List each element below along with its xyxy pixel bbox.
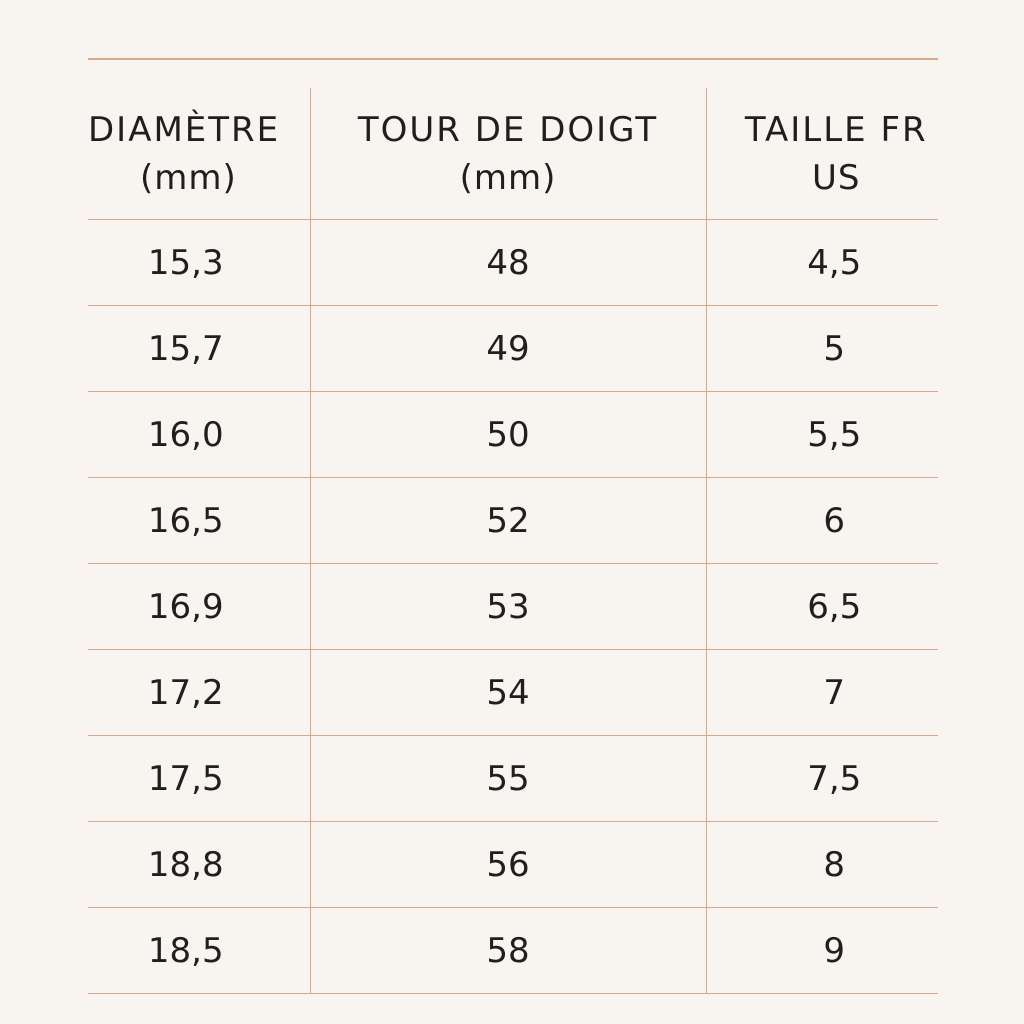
table-row — [88, 908, 938, 994]
circumference-cell: 49 — [310, 306, 706, 392]
diameter-cell: 16,0 — [88, 392, 310, 478]
circumference-cell: 58 — [310, 908, 706, 994]
table-row — [88, 564, 938, 650]
circumference-cell: 53 — [310, 564, 706, 650]
column-header-circumference — [310, 88, 706, 220]
us-size-cell: 7 — [706, 650, 938, 736]
diameter-label: DIAMÈTRE — [88, 109, 281, 150]
us-size-cell: 5 — [706, 306, 938, 392]
us-size-cell: 5,5 — [706, 392, 938, 478]
us-size-cell: 6,5 — [706, 564, 938, 650]
circumference-cell: 50 — [310, 392, 706, 478]
diameter-cell: 18,5 — [88, 908, 310, 994]
circumference-unit: (mm) — [459, 157, 557, 198]
circumference-cell: 56 — [310, 822, 706, 908]
circumference-cell: 55 — [310, 736, 706, 822]
diameter-cell: 17,5 — [88, 736, 310, 822]
diameter-cell: 17,2 — [88, 650, 310, 736]
diameter-unit: (mm) — [140, 157, 237, 198]
table-header-row — [88, 88, 938, 220]
circumference-label: TOUR DE DOIGT — [357, 109, 659, 150]
circumference-cell: 48 — [310, 220, 706, 306]
diameter-cell: 15,3 — [88, 220, 310, 306]
circumference-cell: 52 — [310, 478, 706, 564]
circumference-cell: 54 — [310, 650, 706, 736]
us-size-cell: 7,5 — [706, 736, 938, 822]
diameter-cell: 18,8 — [88, 822, 310, 908]
table-row — [88, 220, 938, 306]
us-size-cell: 8 — [706, 822, 938, 908]
column-header-diameter — [88, 88, 310, 220]
diameter-cell: 16,9 — [88, 564, 310, 650]
table-row — [88, 736, 938, 822]
table-row — [88, 306, 938, 392]
table-row — [88, 478, 938, 564]
us-size-cell: 4,5 — [706, 220, 938, 306]
size-label-line1: TAILLE FR — [744, 109, 928, 150]
us-size-cell: 6 — [706, 478, 938, 564]
table-row — [88, 392, 938, 478]
top-divider — [88, 58, 938, 60]
diameter-cell: 16,5 — [88, 478, 310, 564]
table-row — [88, 650, 938, 736]
diameter-cell: 15,7 — [88, 306, 310, 392]
ring-size-table — [88, 88, 938, 994]
column-header-size — [706, 88, 938, 220]
us-size-cell: 9 — [706, 908, 938, 994]
size-label-line2: US — [812, 157, 861, 198]
table-row — [88, 822, 938, 908]
